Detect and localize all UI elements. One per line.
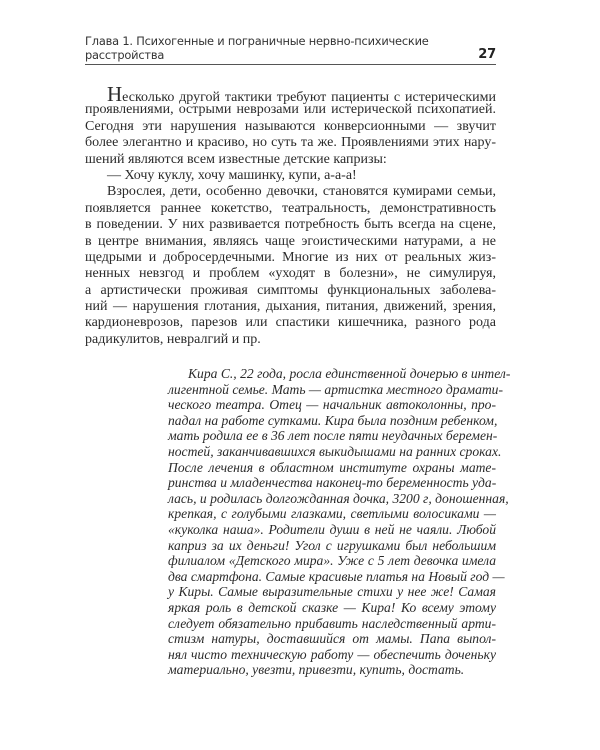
line-text: в центре внимания, являясь чаще эгоистическими натурами, а не xyxy=(85,233,496,249)
text-line xyxy=(85,152,496,168)
text-line xyxy=(168,616,496,632)
line-text: — Хочу куклу, хочу машинку, купи, а-а-а! xyxy=(107,167,357,183)
text-line xyxy=(85,315,496,331)
text-line xyxy=(168,584,496,600)
line-text: ческого театра. Отец — начальник автоколонны, про- xyxy=(168,397,496,413)
text-line xyxy=(168,443,502,460)
page-number: 27 xyxy=(478,47,496,62)
main-text xyxy=(85,82,496,348)
text-line xyxy=(168,662,496,678)
line-text: шений являются всем известные детские капризы: xyxy=(85,151,387,167)
line-text: лась, и родилась долгожданная дочка, 3200 г, доношенная, xyxy=(168,490,509,506)
text-line xyxy=(168,475,496,491)
line-text: мать родила ее в 36 лет после пяти неудачных беремен- xyxy=(168,428,498,444)
text-line xyxy=(168,522,496,538)
text-line xyxy=(168,428,496,444)
line-text: у Киры. Самые выразительные стихи у нее же! Самая xyxy=(168,584,496,600)
line-text: следует обязательно прибавить наследственный арти- xyxy=(168,615,496,631)
line-text: Кира С., 22 года, росла единственной дочерью в интел- xyxy=(188,366,511,381)
text-line xyxy=(85,299,496,315)
line-text: падал на работе сутками. Кира была поздним ребенком, xyxy=(168,412,498,428)
text-line xyxy=(168,600,496,616)
text-line xyxy=(85,184,496,200)
line-text: ностей, заканчивавшихся выкидышами на ранних сроках. xyxy=(168,443,502,459)
line-text: ненных невзгод и проблем «уходят в болезни», не симулируя, xyxy=(85,266,496,282)
drop-cap: Н xyxy=(107,82,123,106)
text-line xyxy=(85,234,496,250)
text-line xyxy=(168,506,496,522)
text-line xyxy=(85,201,496,217)
text-line xyxy=(85,135,496,151)
line-text: крепкая, с голубыми глазками, светлыми волосиками — xyxy=(168,506,496,522)
text-line xyxy=(85,283,496,299)
line-text: в поведении. У них развивается потребность быть всегда на сцене, xyxy=(85,217,496,233)
line-text: проявлениями, острыми неврозами или истерической психопатией. xyxy=(85,102,496,118)
line-text: ринства и младенчества наконец-то беременность уда- xyxy=(168,475,497,491)
line-text: два смартфона. Самые красивые платья на Новый год — xyxy=(168,568,505,584)
text-line xyxy=(85,332,496,348)
text-line xyxy=(168,538,496,554)
text-line xyxy=(85,119,496,135)
text-line xyxy=(168,553,496,569)
text-line xyxy=(168,397,496,413)
text-line xyxy=(85,168,496,184)
text-line xyxy=(168,631,496,647)
case-study-text xyxy=(168,366,511,678)
text-line xyxy=(168,490,509,507)
line-text: «куколка наша». Родители души в ней не чаяли. Любой xyxy=(168,521,496,537)
line-text: нял чисто техническую работу — обеспечить доченьку xyxy=(168,646,496,662)
text-line xyxy=(168,413,496,429)
line-text: лигентной семье. Мать — артистка местного драмати- xyxy=(168,381,504,397)
text-line xyxy=(85,217,496,233)
text-line xyxy=(85,102,496,118)
line-text: яркая роль в детской сказке — Кира! Ко всему этому xyxy=(168,599,496,615)
line-text: стизм натуры, доставшийся от мамы. Папа выпол- xyxy=(168,631,496,647)
line-text: кардионеврозов, парезов или спастики кишечника, разного рода xyxy=(85,315,496,331)
line-text: щедрыми и добросердечными. Многие из них от реальных жиз- xyxy=(85,249,496,265)
running-header xyxy=(85,34,496,65)
line-text: Взрослея, дети, особенно девочки, становятся кумирами семьи, xyxy=(107,184,496,200)
text-line xyxy=(85,82,496,106)
line-text: материально, увезти, привезти, купить, достать. xyxy=(168,662,465,678)
line-text: филиалом «Детского мира». Уже с 5 лет девочка имела xyxy=(168,553,496,569)
line-text: ний — нарушения глотания, дыхания, питания, движений, зрения, xyxy=(85,299,496,315)
line-text: а артистически проживая симптомы функциональных заболева- xyxy=(85,282,496,298)
line-text: появляется раннее кокетство, театральность, демонстративность xyxy=(85,200,496,216)
line-text: есколько другой тактики требуют пациенты с истерическими xyxy=(122,90,496,105)
text-line xyxy=(168,381,504,398)
text-line xyxy=(85,266,496,282)
text-line xyxy=(168,366,511,382)
text-line xyxy=(168,460,496,476)
chapter-title: Глава 1. Психогенные и пограничные нервно-психические расстройства xyxy=(85,34,429,62)
line-text: Сегодня эти нарушения называются конверсионными — звучит xyxy=(85,118,496,134)
line-text: более элегантно и красиво, но суть та же. Проявлениями этих нару- xyxy=(85,135,496,151)
line-text: радикулитов, невралгий и пр. xyxy=(85,331,261,347)
text-line xyxy=(168,647,496,663)
text-line xyxy=(85,250,496,266)
line-text: каприз за их деньги! Угол с игрушками был небольшим xyxy=(168,537,496,553)
line-text: После лечения в областном институте охраны мате- xyxy=(168,459,496,475)
text-line xyxy=(168,568,505,585)
